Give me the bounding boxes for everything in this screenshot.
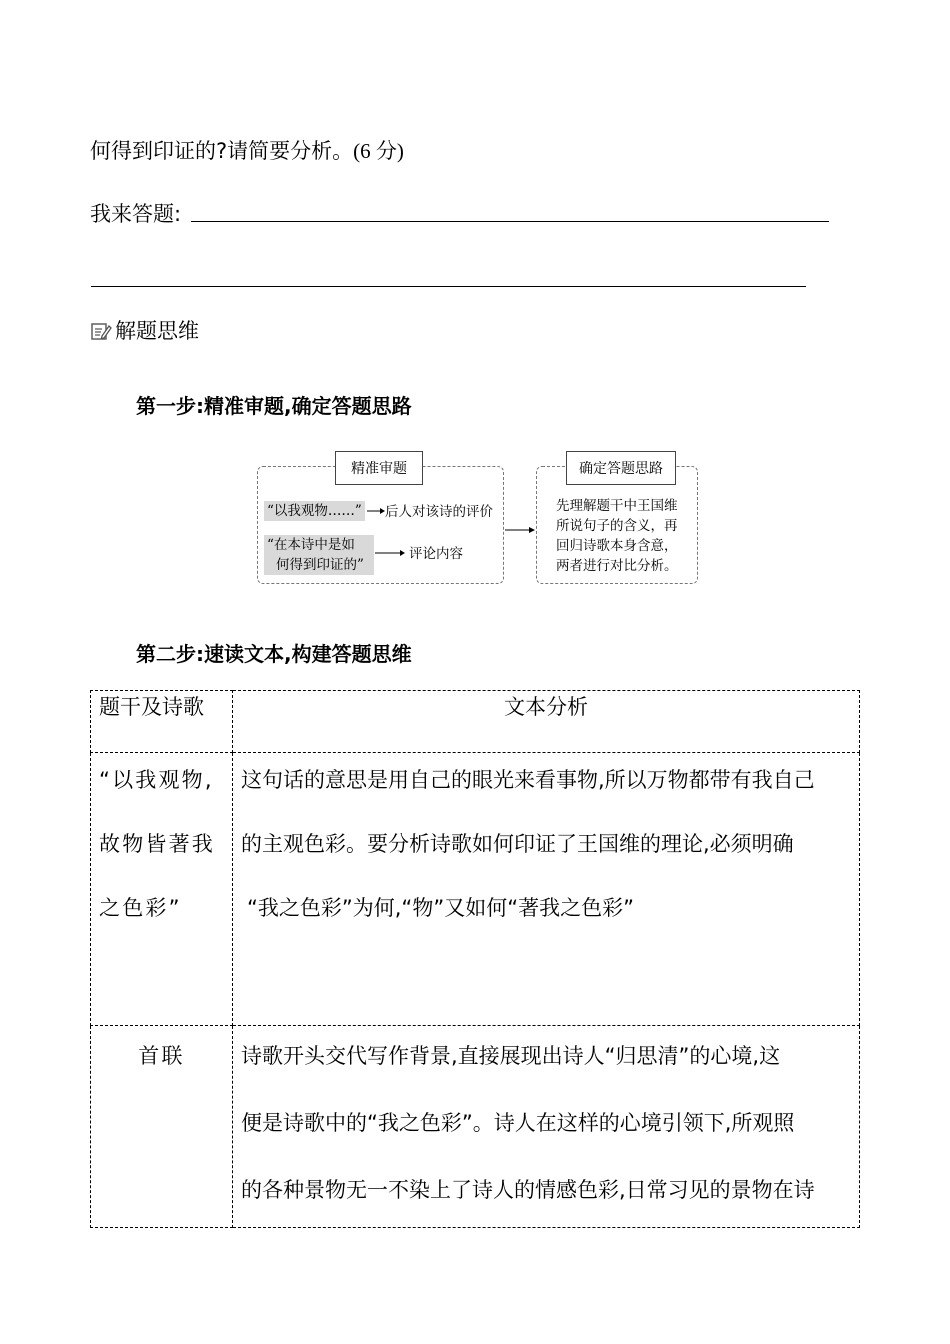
item2-quote [264,535,374,575]
right-line: 先理解题干中王国维 [556,498,678,514]
cell-line: 首联 [138,1044,185,1068]
table-row [91,753,860,1026]
thinking-heading [90,316,199,346]
cell-line: 的主观色彩。要分析诗歌如何印证了王国维的理论,必须明确 [241,832,794,856]
table-cell-left [91,753,233,1026]
cell-line: “我之色彩”为何,“物”又如何“著我之色彩” [247,896,634,920]
question-score: (6 分) [353,139,404,163]
table-cell-left [91,1026,233,1228]
table-cell-right [233,753,860,1026]
cell-line: 诗歌开头交代写作背景,直接展现出诗人“归思清”的心境,这 [241,1044,781,1068]
answer-label: 我来答题: [90,202,182,226]
arrow-right-icon [375,547,407,559]
right-line: 所说句子的含义，再 [556,518,678,534]
cell-line: 故物皆著我 [99,832,215,856]
item2-result: 评论内容 [409,546,463,562]
cell-line: 便是诗歌中的“我之色彩”。诗人在这样的心境引领下,所观照 [241,1111,795,1135]
item1-quote: “以我观物……” [264,501,365,521]
right-description [556,496,678,576]
step2-title: 第二步:速读文本,构建答题思维 [136,642,412,666]
step1-title: 第一步:精准审题,确定答题思路 [136,394,412,418]
analysis-table [90,690,860,1228]
cell-line: 的各种景物无一不染上了诗人的情感色彩,日常习见的景物在诗 [241,1178,815,1202]
cell-line: 之色彩” [99,896,182,920]
item2-quote-line1: “在本诗中是如 [267,537,355,553]
question-body: 何得到印证的?请简要分析。 [90,139,354,163]
item1-result: 后人对该诗的评价 [385,504,493,520]
answer-line-2[interactable] [91,286,806,287]
table-header-cell: 文本分析 [233,691,860,753]
cell-line: “以我观物, [99,768,214,792]
cell-line: 这句话的意思是用自己的眼光来看事物,所以万物都带有我自己 [241,768,815,792]
answer-line-1[interactable] [191,221,829,222]
question-text [90,136,404,166]
thinking-title: 解题思维 [115,319,199,343]
table-cell-right [233,1026,860,1228]
right-line: 两者进行对比分析。 [556,558,678,574]
item2-quote-line2: 何得到印证的” [276,557,364,573]
left-title-box: 精准审题 [335,451,423,485]
note-pencil-icon [90,320,112,342]
arrow-right-icon [367,505,387,517]
table-row [91,1026,860,1228]
arrow-right-icon [505,524,537,536]
right-title-box: 确定答题思路 [566,451,676,485]
table-header-cell: 题干及诗歌 [91,691,233,753]
right-line: 回归诗歌本身含意， [556,538,678,554]
